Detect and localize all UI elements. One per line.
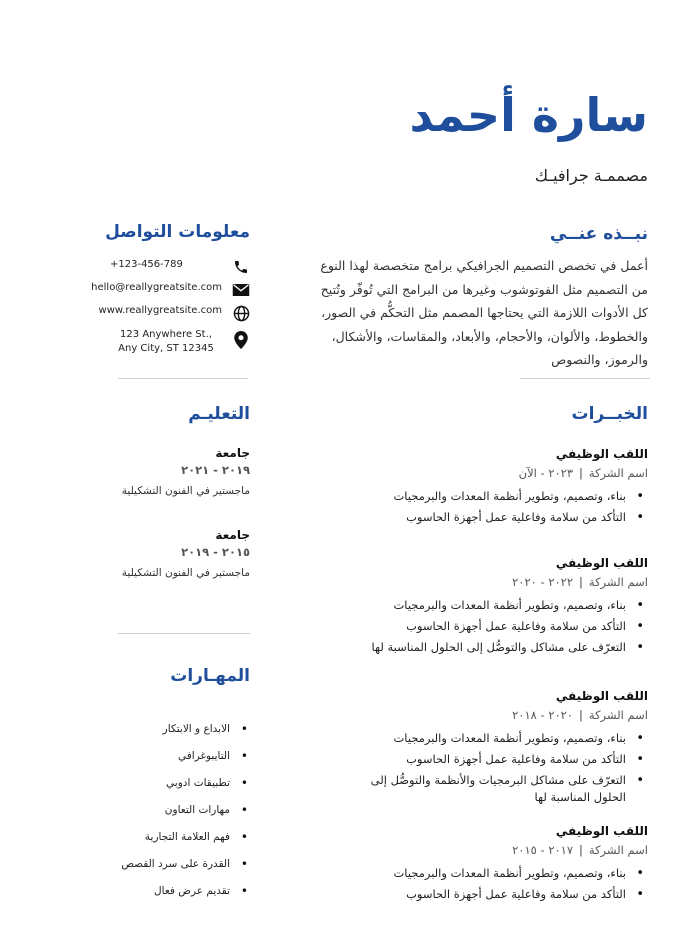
skill-item: • مهارات التعاون [110, 803, 250, 817]
list-item: • بناء، وتصميم، وتطوير أنظمة المعدات والبرمجيات [348, 730, 648, 747]
job-company: اسم الشركة [588, 843, 648, 857]
skill-item: • فهم العلامة التجارية [110, 830, 250, 844]
job-period: ٢٠٢٠ - ٢٠١٨ [512, 708, 574, 722]
education-years: ٢٠١٥ - ٢٠١٩ [181, 545, 250, 559]
phone-icon [232, 258, 250, 276]
education-entry [80, 446, 250, 497]
contact-website-row [98, 304, 250, 322]
job-title: اللقب الوظيفي [555, 824, 648, 838]
skills-section-title: المهـارات [170, 666, 250, 686]
job-bullets [348, 730, 648, 806]
job-company: اسم الشركة [588, 708, 648, 722]
education-university: جامعة [215, 446, 250, 460]
contact-address-line2: Any City, ST 12345 [118, 343, 214, 354]
job-bullets [348, 597, 648, 656]
education-degree: ماجستير في الفنون التشكيلية [121, 485, 250, 497]
job-title: اللقب الوظيفي [555, 689, 648, 703]
job-company: اسم الشركة [588, 466, 648, 480]
job-entry [348, 689, 648, 810]
contact-email-row [91, 281, 250, 299]
contact-address-line1: 123 Anywhere St., [120, 329, 212, 340]
experience-section-title: الخبــرات [571, 404, 648, 424]
resume-job-title: مصممـة جرافيـك [534, 166, 648, 185]
resume-name: سارة أحمد [409, 88, 648, 142]
job-bullets [348, 865, 648, 903]
job-separator: | [579, 708, 583, 722]
globe-icon [232, 304, 250, 322]
contact-website: www.reallygreatsite.com [98, 305, 222, 316]
list-item: • التأكد من سلامة وفاعلية عمل أجهزة الحاسوب [348, 509, 648, 526]
about-text: أعمل في تخصص التصميم الجرافيكي برامج متخصصة لهذا النوع من التصميم مثل الفوتوشوب وغيرها من البرامج التي تُوفّر وتُتيح كل الأدوات اللازمة التي يحتاجها المصمم مثل التحكُّم في الصور، والخطوط، والألوان، والأحجام، والأبعاد، والمقاسات، والأشكال، والرموز، والنصوص [320, 258, 648, 367]
skill-item: • تطبيقات ادوبي [110, 776, 250, 790]
contact-phone: +123-456-789 [110, 259, 183, 270]
skills-list [110, 722, 250, 911]
list-item: • التأكد من سلامة وفاعلية عمل أجهزة الحاسوب [348, 618, 648, 635]
education-university: جامعة [215, 528, 250, 542]
education-degree: ماجستير في الفنون التشكيلية [121, 567, 250, 579]
job-entry [348, 824, 648, 907]
contact-email: hello@reallygreatsite.com [91, 282, 222, 293]
contact-address-row [110, 328, 250, 356]
skill-item: • الابداع و الابتكار [110, 722, 250, 736]
job-separator: | [579, 466, 583, 480]
job-meta [348, 466, 648, 480]
job-period: ٢٠٢٣ - الآن [518, 466, 574, 480]
education-entry [80, 528, 250, 579]
left-divider-1 [118, 378, 248, 379]
list-item: • بناء، وتصميم، وتطوير أنظمة المعدات والبرمجيات [348, 597, 648, 614]
job-meta [348, 843, 648, 857]
list-item: • التأكد من سلامة وفاعلية عمل أجهزة الحاسوب [348, 751, 648, 768]
skill-item: • تقديم عرض فعال [110, 884, 250, 898]
location-pin-icon [232, 331, 250, 349]
list-item: • بناء، وتصميم، وتطوير أنظمة المعدات والبرمجيات [348, 488, 648, 505]
job-meta [348, 708, 648, 722]
list-item: • التأكد من سلامة وفاعلية عمل أجهزة الحاسوب [348, 886, 648, 903]
job-bullets [348, 488, 648, 526]
contact-address [110, 328, 222, 356]
job-title: اللقب الوظيفي [555, 556, 648, 570]
contact-phone-row [110, 258, 250, 276]
envelope-icon [232, 281, 250, 299]
about-section-title: نبــذه عنــي [549, 224, 648, 244]
list-item: • التعرّف على مشاكل والتوصُّل إلى الحلول المناسبة لها [348, 639, 648, 656]
skill-item: • التايبوغرافي [110, 749, 250, 763]
job-separator: | [579, 843, 583, 857]
job-period: ٢٠٢٢ - ٢٠٢٠ [512, 575, 574, 589]
job-separator: | [579, 575, 583, 589]
job-entry [348, 447, 648, 530]
job-meta [348, 575, 648, 589]
list-item: • بناء، وتصميم، وتطوير أنظمة المعدات والبرمجيات [348, 865, 648, 882]
list-item: • التعرّف على مشاكل البرمجيات والأنظمة والتوصُّل إلى الحلول المناسبة لها [348, 772, 648, 806]
job-period: ٢٠١٧ - ٢٠١٥ [512, 843, 574, 857]
skill-item: • القدرة على سرد القصص [110, 857, 250, 871]
job-company: اسم الشركة [588, 575, 648, 589]
education-section-title: التعليـم [188, 404, 250, 424]
left-divider-2 [118, 633, 250, 634]
job-entry [348, 556, 648, 660]
education-years: ٢٠١٩ - ٢٠٢١ [181, 463, 250, 477]
job-title: اللقب الوظيفي [555, 447, 648, 461]
right-divider [520, 378, 650, 379]
contact-section-title: معلومات التواصل [105, 222, 250, 242]
